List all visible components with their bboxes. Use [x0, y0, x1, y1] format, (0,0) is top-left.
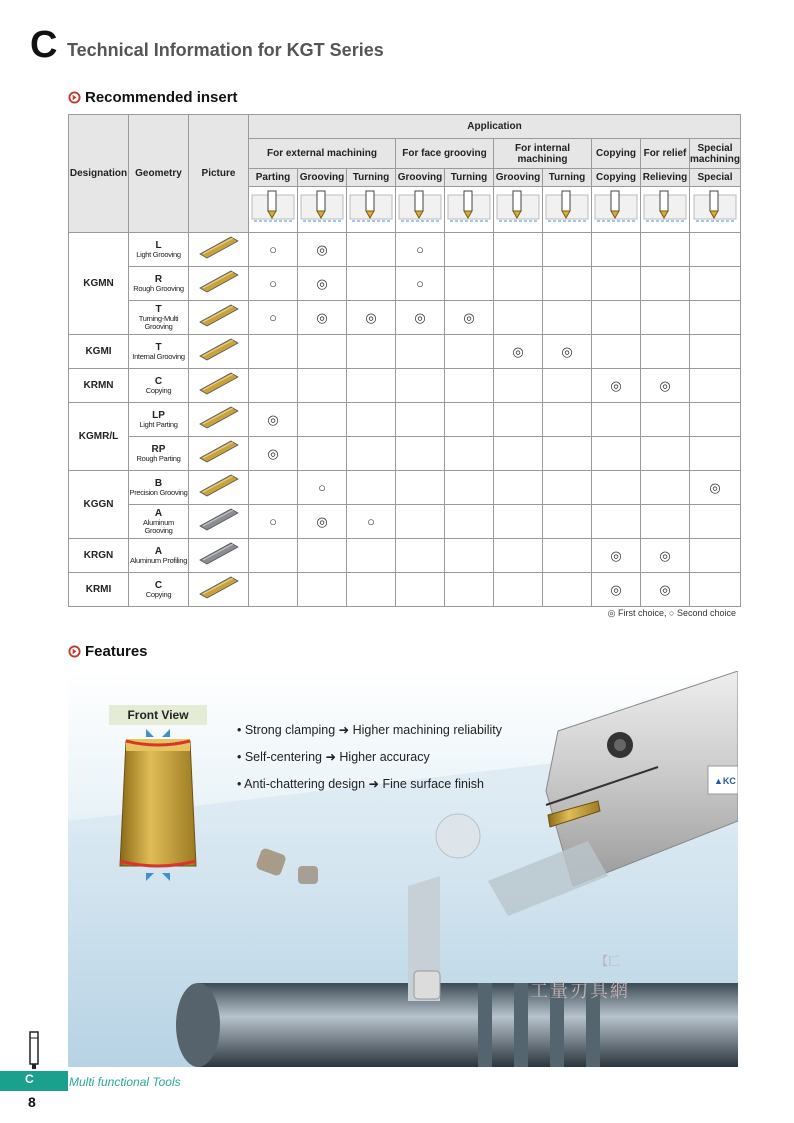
application-mark: [347, 471, 396, 505]
insert-image: [197, 472, 241, 498]
insert-image: [197, 438, 241, 464]
geometry-description: Rough Parting: [136, 454, 181, 463]
application-diagram-icon: [543, 187, 592, 233]
application-mark: [592, 233, 641, 267]
application-mark: [249, 471, 298, 505]
geometry-cell: [129, 369, 189, 403]
insert-image: [197, 574, 241, 600]
table-legend: ◎ First choice, ○ Second choice: [607, 608, 736, 618]
application-mark: [494, 573, 543, 607]
insert-picture: [189, 301, 249, 335]
application-mark: [641, 267, 690, 301]
application-mark: [445, 335, 494, 369]
group-header-relief: For relief: [641, 139, 690, 169]
subheader-cell: Turning: [445, 169, 494, 187]
insert-picture: [189, 335, 249, 369]
application-mark: ◎: [445, 301, 494, 335]
table-row: [69, 505, 741, 539]
group-header-internal: For internal machining: [494, 139, 592, 169]
application-mark: [592, 437, 641, 471]
application-mark: [494, 233, 543, 267]
application-mark: ○: [249, 505, 298, 539]
insert-image: [197, 370, 241, 396]
application-mark: ◎: [592, 539, 641, 573]
application-mark: [396, 437, 445, 471]
geometry-cell: [129, 301, 189, 335]
application-diagram-icon: [347, 187, 396, 233]
recommended-insert-table: [68, 114, 741, 607]
table-row: [69, 403, 741, 437]
section-arrow-icon: [68, 645, 81, 658]
front-view-insert: [120, 729, 196, 881]
geometry-description: Rough Grooving: [133, 284, 184, 293]
table-row: [69, 335, 741, 369]
application-mark: [445, 369, 494, 403]
feature-bullet: • Anti-chattering design ➜ Fine surface finish: [237, 777, 484, 791]
application-mark: [396, 539, 445, 573]
application-mark: [690, 335, 741, 369]
application-mark: [396, 505, 445, 539]
application-mark: [641, 335, 690, 369]
application-mark: [445, 539, 494, 573]
application-mark: [445, 471, 494, 505]
application-diagram-icon: [690, 187, 741, 233]
table-row: [69, 369, 741, 403]
geometry-code: L: [155, 240, 162, 251]
picture-header: Picture: [189, 115, 249, 233]
application-mark: [396, 335, 445, 369]
application-mark: [298, 437, 347, 471]
geometry-cell: [129, 505, 189, 539]
application-diagram-icon: [396, 187, 445, 233]
application-mark: [494, 267, 543, 301]
subheader-cell: Relieving: [641, 169, 690, 187]
designation-cell: KGMR/L: [69, 403, 129, 471]
insert-picture: [189, 267, 249, 301]
application-diagram-icon: [641, 187, 690, 233]
geometry-description: Precision Grooving: [129, 488, 188, 497]
geometry-cell: [129, 403, 189, 437]
insert-picture: [189, 471, 249, 505]
insert-image: [197, 404, 241, 430]
geometry-code: T: [155, 342, 162, 353]
application-diagram-icon: [592, 187, 641, 233]
table-row: [69, 539, 741, 573]
application-mark: [249, 335, 298, 369]
application-mark: [543, 301, 592, 335]
application-mark: [249, 573, 298, 607]
geometry-code: A: [154, 546, 163, 557]
subheader-cell: Turning: [543, 169, 592, 187]
geometry-description: Copying: [145, 590, 172, 599]
table-row: [69, 471, 741, 505]
application-mark: ○: [249, 301, 298, 335]
insert-image: [197, 506, 241, 532]
application-mark: [347, 573, 396, 607]
tool-holder-icon: [26, 1030, 42, 1070]
features-heading-text: Features: [85, 643, 148, 660]
application-mark: ◎: [347, 301, 396, 335]
application-mark: [347, 437, 396, 471]
watermark-text: 工量刃具網: [530, 981, 630, 1002]
geometry-code: LP: [152, 410, 165, 421]
application-mark: [347, 403, 396, 437]
designation-cell: KGMN: [69, 233, 129, 335]
application-mark: [347, 335, 396, 369]
application-mark: [249, 369, 298, 403]
geometry-description: Copying: [145, 386, 172, 395]
application-mark: ◎: [543, 335, 592, 369]
geometry-code: T: [155, 304, 162, 315]
geometry-code: A: [154, 508, 163, 519]
application-diagram-icon: [445, 187, 494, 233]
page-number: 8: [28, 1094, 36, 1110]
application-mark: [690, 369, 741, 403]
subheader-cell: Turning: [347, 169, 396, 187]
geometry-cell: [129, 471, 189, 505]
application-mark: ◎: [641, 539, 690, 573]
application-mark: [690, 233, 741, 267]
geometry-description: Aluminum Profiling: [129, 556, 188, 565]
geometry-code: R: [154, 274, 163, 285]
application-mark: [445, 573, 494, 607]
application-mark: [445, 437, 494, 471]
application-mark: [543, 471, 592, 505]
application-mark: [298, 573, 347, 607]
application-mark: [592, 471, 641, 505]
application-mark: [298, 369, 347, 403]
application-mark: [641, 437, 690, 471]
application-mark: [543, 505, 592, 539]
application-mark: ◎: [396, 301, 445, 335]
insert-picture: [189, 573, 249, 607]
application-mark: [592, 267, 641, 301]
insert-picture: [189, 369, 249, 403]
application-mark: ○: [249, 233, 298, 267]
subheader-cell: Grooving: [298, 169, 347, 187]
insert-picture: [189, 403, 249, 437]
application-mark: [298, 403, 347, 437]
geometry-cell: [129, 437, 189, 471]
application-mark: [543, 403, 592, 437]
application-mark: [641, 471, 690, 505]
application-mark: [592, 335, 641, 369]
chapter-tab: [0, 1071, 68, 1091]
geometry-description: Light Grooving: [136, 250, 181, 259]
application-mark: [494, 437, 543, 471]
group-header-external: For external machining: [249, 139, 396, 169]
application-mark: [543, 233, 592, 267]
subheader-cell: Parting: [249, 169, 298, 187]
geometry-cell: [129, 267, 189, 301]
application-mark: [543, 539, 592, 573]
subheader-cell: Grooving: [396, 169, 445, 187]
recommended-heading-text: Recommended insert: [85, 89, 238, 106]
page-title: Technical Information for KGT Series: [67, 40, 384, 60]
application-mark: [592, 301, 641, 335]
application-mark: ○: [347, 505, 396, 539]
application-mark: ○: [396, 267, 445, 301]
application-mark: [445, 267, 494, 301]
application-mark: [543, 437, 592, 471]
application-mark: [494, 369, 543, 403]
application-mark: [543, 573, 592, 607]
designation-cell: KRGN: [69, 539, 129, 573]
application-mark: ◎: [249, 437, 298, 471]
subheader-cell: Special: [690, 169, 741, 187]
application-mark: ○: [396, 233, 445, 267]
application-mark: ◎: [298, 233, 347, 267]
geometry-code: C: [154, 580, 163, 591]
designation-cell: KRMN: [69, 369, 129, 403]
application-mark: ◎: [690, 471, 741, 505]
insert-image: [197, 302, 241, 328]
insert-picture: [189, 233, 249, 267]
application-mark: [543, 369, 592, 403]
application-mark: ◎: [249, 403, 298, 437]
table-row: [69, 267, 741, 301]
series-footer-label: Multi functional Tools: [69, 1075, 181, 1089]
recommended-heading: [68, 89, 238, 106]
application-diagram-icon: [494, 187, 543, 233]
table-row: [69, 437, 741, 471]
section-arrow-icon: [68, 91, 81, 104]
group-header-copying: Copying: [592, 139, 641, 169]
application-mark: [543, 267, 592, 301]
application-mark: [494, 471, 543, 505]
application-mark: [690, 301, 741, 335]
application-mark: [690, 539, 741, 573]
table-row: [69, 301, 741, 335]
group-header-special: Special machining: [690, 139, 741, 169]
feature-bullet: • Self-centering ➜ Higher accuracy: [237, 750, 430, 764]
geometry-description: Turning-Multi Grooving: [138, 314, 179, 331]
application-mark: [396, 471, 445, 505]
application-mark: [396, 403, 445, 437]
application-mark: ◎: [641, 369, 690, 403]
designation-cell: KGGN: [69, 471, 129, 539]
application-mark: [494, 539, 543, 573]
application-mark: [494, 403, 543, 437]
application-mark: [347, 539, 396, 573]
application-diagram-icon: [249, 187, 298, 233]
application-mark: ◎: [592, 573, 641, 607]
insert-image: [197, 540, 241, 566]
insert-image: [197, 234, 241, 260]
application-mark: [641, 403, 690, 437]
table-row: [69, 573, 741, 607]
application-mark: [298, 539, 347, 573]
svg-text:▲KC: ▲KC: [714, 776, 736, 786]
application-mark: [690, 267, 741, 301]
application-mark: ◎: [641, 573, 690, 607]
geometry-code: C: [154, 376, 163, 387]
geometry-code: B: [154, 478, 163, 489]
application-mark: [249, 539, 298, 573]
application-mark: ○: [249, 267, 298, 301]
application-mark: [690, 505, 741, 539]
application-mark: ◎: [298, 301, 347, 335]
insert-picture: [189, 437, 249, 471]
application-mark: [347, 369, 396, 403]
designation-header: Designation: [69, 115, 129, 233]
geometry-code: RP: [151, 444, 166, 455]
application-mark: [690, 403, 741, 437]
application-mark: [641, 505, 690, 539]
geometry-description: Internal Grooving: [132, 352, 185, 361]
insert-image: [197, 336, 241, 362]
feature-bullet: • Strong clamping ➜ Higher machining reliability: [237, 723, 502, 737]
application-header: Application: [249, 115, 741, 139]
application-mark: [592, 403, 641, 437]
geometry-cell: [129, 233, 189, 267]
application-mark: [494, 505, 543, 539]
geometry-cell: [129, 335, 189, 369]
geometry-description: Aluminum Grooving: [143, 518, 174, 535]
application-mark: [445, 403, 494, 437]
application-mark: [298, 335, 347, 369]
chapter-tab-letter: C: [25, 1072, 34, 1086]
subheader-cell: Copying: [592, 169, 641, 187]
application-mark: ○: [298, 471, 347, 505]
front-view-label: Front View: [109, 705, 207, 725]
application-mark: [592, 505, 641, 539]
application-mark: [396, 573, 445, 607]
geometry-description: Light Parting: [139, 420, 178, 429]
chapter-letter: C: [30, 24, 58, 66]
group-header-face: For face grooving: [396, 139, 494, 169]
application-mark: [690, 573, 741, 607]
application-mark: ◎: [298, 267, 347, 301]
insert-image: [197, 268, 241, 294]
application-mark: ◎: [592, 369, 641, 403]
application-mark: [347, 233, 396, 267]
application-mark: [641, 233, 690, 267]
application-mark: [494, 301, 543, 335]
geometry-header: Geometry: [129, 115, 189, 233]
application-mark: ◎: [494, 335, 543, 369]
application-mark: [641, 301, 690, 335]
application-diagram-icon: [298, 187, 347, 233]
application-mark: [690, 437, 741, 471]
application-mark: [445, 505, 494, 539]
geometry-cell: [129, 573, 189, 607]
subheader-cell: Grooving: [494, 169, 543, 187]
table-row: [69, 233, 741, 267]
feature-bullets: [237, 722, 502, 803]
designation-cell: KRMI: [69, 573, 129, 607]
application-mark: [445, 233, 494, 267]
application-mark: [347, 267, 396, 301]
features-heading: [68, 643, 148, 660]
geometry-cell: [129, 539, 189, 573]
watermark-logo: 【匚: [595, 954, 621, 968]
insert-picture: [189, 505, 249, 539]
insert-picture: [189, 539, 249, 573]
designation-cell: KGMI: [69, 335, 129, 369]
application-mark: ◎: [298, 505, 347, 539]
application-mark: [396, 369, 445, 403]
